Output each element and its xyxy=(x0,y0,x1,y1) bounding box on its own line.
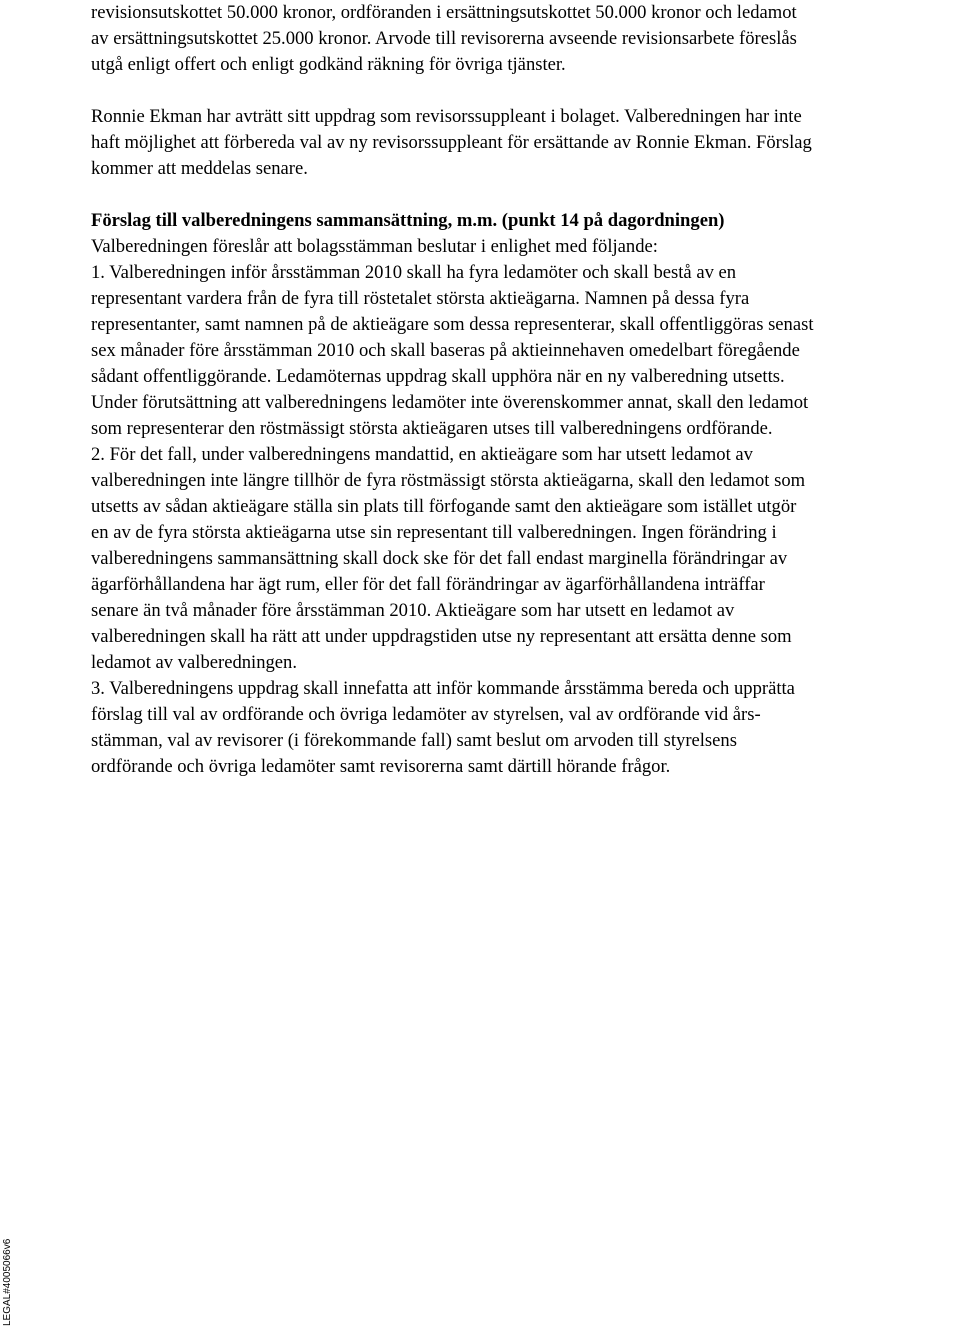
text-line: valberedningens sammansättning skall dock ske för det fall endast marginella förändringar av xyxy=(91,548,788,569)
text-line: valberedningen skall ha rätt att under uppdragstiden utse ny representant att ersätta denne som xyxy=(91,626,792,647)
text-line: en av de fyra största aktieägarna utse sin representant till valberedningen. Ingen förändring i xyxy=(91,522,777,543)
document-reference-footer: LEGAL#4005066v6 xyxy=(2,1238,13,1326)
text-line: ägarförhållandena har ägt rum, eller för det fall förändringar av ägarförhållandena inträffar xyxy=(91,574,765,595)
text-line: av ersättningsutskottet 25.000 kronor. Arvode till revisorerna avseende revisionsarbete föreslås xyxy=(91,28,797,49)
text-line: kommer att meddelas senare. xyxy=(91,158,308,179)
text-line: Ronnie Ekman har avträtt sitt uppdrag som revisorssuppleant i bolaget. Valberedningen har inte xyxy=(91,106,802,127)
text-line: utgå enligt offert och enligt godkänd räkning för övriga tjänster. xyxy=(91,54,566,75)
section-heading: Förslag till valberedningens sammansättning, m.m. (punkt 14 på dagordningen) xyxy=(91,210,725,231)
text-line: Under förutsättning att valberedningens ledamöter inte överenskommer annat, skall den ledamot xyxy=(91,392,809,413)
text-line: senare än två månader före årsstämman 2010. Aktieägare som har utsett en ledamot av xyxy=(91,600,735,621)
text-line: representanter, samt namnen på de aktieägare som dessa representerar, skall offentliggöras senast xyxy=(91,314,814,335)
text-line: utsetts av sådan aktieägare ställa sin plats till förfogande samt den aktieägare som istället utgör xyxy=(91,496,797,517)
nomination-section xyxy=(91,208,960,780)
text-line: 1. Valberedningen inför årsstämman 2010 skall ha fyra ledamöter och skall bestå av en xyxy=(91,262,737,283)
text-line: stämman, val av revisorer (i förekommande fall) samt beslut om arvoden till styrelsens xyxy=(91,730,737,751)
text-line: ordförande och övriga ledamöter samt revisorerna samt därtill hörande frågor. xyxy=(91,756,671,777)
text-line: förslag till val av ordförande och övriga ledamöter av styrelsen, val av ordförande vid års- xyxy=(91,704,761,725)
text-line: revisionsutskottet 50.000 kronor, ordföranden i ersättningsutskottet 50.000 kronor och ledamot xyxy=(91,2,797,23)
text-line: sex månader före årsstämman 2010 och skall baseras på aktieinnehaven omedelbart föregående xyxy=(91,340,800,361)
text-line: representant vardera från de fyra till röstetalet största aktieägarna. Namnen på dessa fyra xyxy=(91,288,750,309)
text-line: 3. Valberedningens uppdrag skall innefatta att inför kommande årsstämma bereda och upprätta xyxy=(91,678,795,699)
document-page xyxy=(91,0,960,780)
text-line: haft möjlighet att förbereda val av ny revisorssuppleant för ersättande av Ronnie Ekman. Förslag xyxy=(91,132,812,153)
text-line: ledamot av valberedningen. xyxy=(91,652,298,673)
intro-paragraph xyxy=(91,0,960,78)
text-line: 2. För det fall, under valberedningens mandattid, en aktieägare som har utsett ledamot av xyxy=(91,444,753,465)
text-line: Valberedningen föreslår att bolagsstämman beslutar i enlighet med följande: xyxy=(91,236,658,257)
text-line: sådant offentliggörande. Ledamöternas uppdrag skall upphöra när en ny valberedning utsetts. xyxy=(91,366,785,387)
text-line: som representerar den röstmässigt största aktieägaren utses till valberedningens ordförande. xyxy=(91,418,773,439)
text-line: valberedningen inte längre tillhör de fyra röstmässigt största aktieägarna, skall den ledamot som xyxy=(91,470,806,491)
ekman-paragraph xyxy=(91,104,960,182)
